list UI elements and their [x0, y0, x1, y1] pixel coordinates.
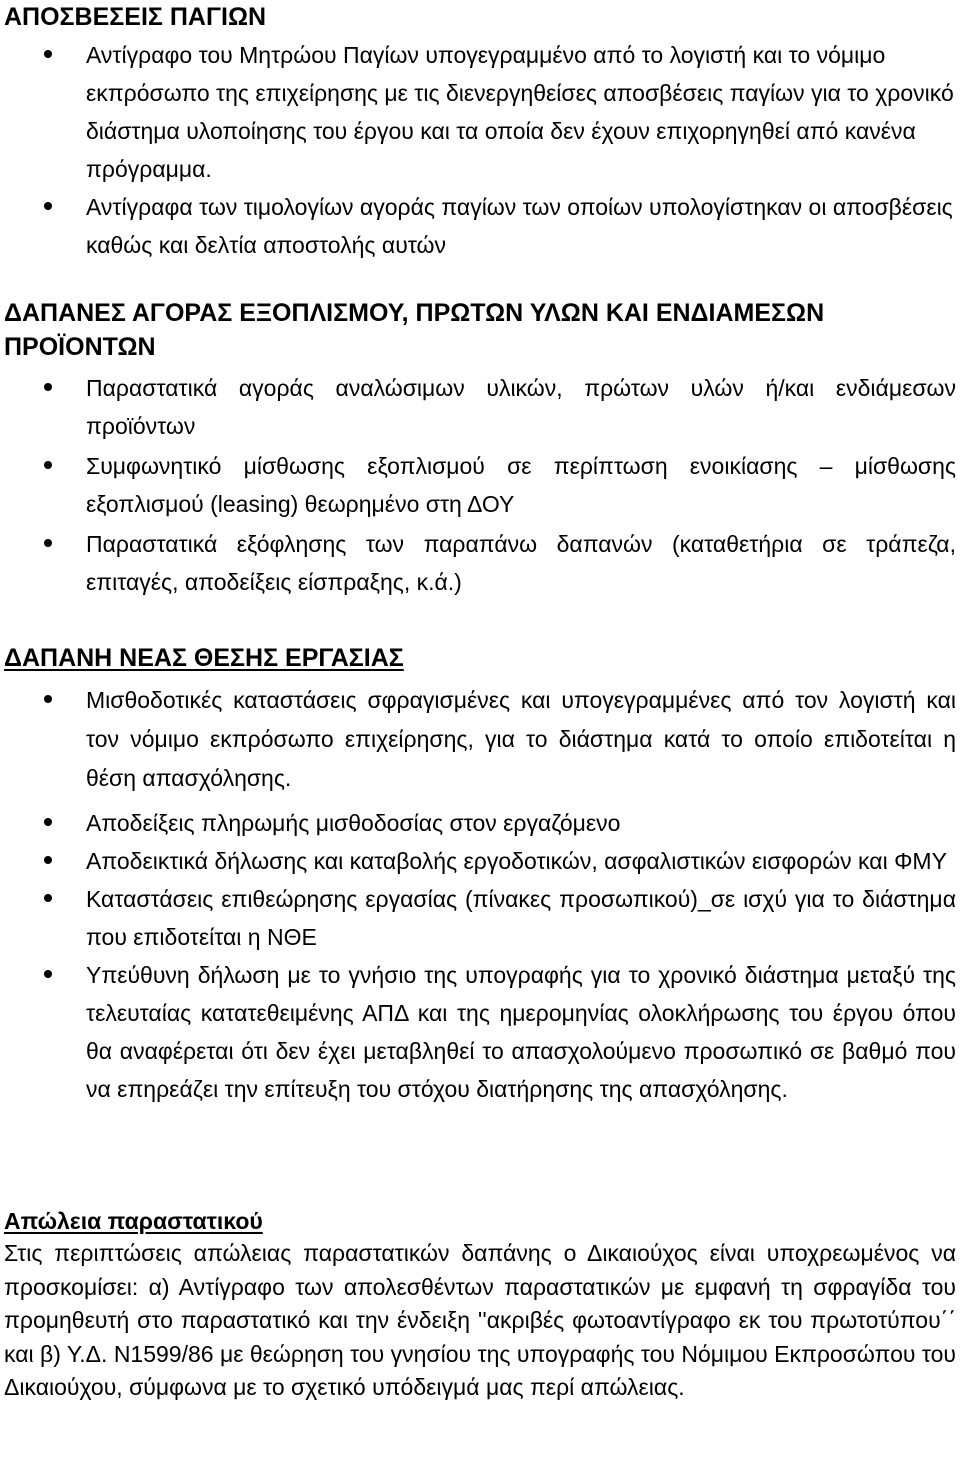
- bullet-icon: [44, 50, 52, 58]
- bullet-icon: [44, 383, 52, 391]
- list-item-text: Συμφωνητικό μίσθωσης εξοπλισμού σε περίπτωση ενοικίασης – μίσθωσης εξοπλισμού (leasing) θεωρημένο στη ΔΟΥ: [86, 453, 956, 517]
- list-item-text: Αντίγραφα των τιμολογίων αγοράς παγίων των οποίων υπολογίστηκαν οι αποσβέσεις καθώς και δελτία αποστολής αυτών: [86, 194, 953, 258]
- bullet-icon: [44, 539, 52, 547]
- bullet-icon: [44, 695, 52, 703]
- list-item: [0, 804, 960, 842]
- list-new-job: [0, 681, 960, 1108]
- list-item: [0, 369, 960, 445]
- list-item-text: Αποδεικτικά δήλωσης και καταβολής εργοδοτικών, ασφαλιστικών εισφορών και ΦΜΥ: [86, 848, 947, 874]
- list-equipment: [0, 369, 960, 601]
- list-depreciation: [0, 36, 960, 264]
- bullet-icon: [44, 856, 52, 864]
- heading-depreciation: ΑΠΟΣΒΕΣΕΙΣ ΠΑΓΙΩΝ: [4, 3, 267, 31]
- bullet-icon: [44, 818, 52, 826]
- list-item-text: Μισθοδοτικές καταστάσεις σφραγισμένες και υπογεγραμμένες από τον λογιστή και τον νόμιμο εκπρόσωπο επιχείρησης, για το διάστημα κατά το οποίο επιδοτείται η θέση απασχόλησης.: [86, 687, 956, 791]
- heading-equipment: ΔΑΠΑΝΕΣ ΑΓΟΡΑΣ ΕΞΟΠΛΙΣΜΟΥ, ΠΡΩΤΩΝ ΥΛΩΝ ΚΑΙ ΕΝΔΙΑΜΕΣΩΝ ΠΡΟΪΟΝΤΩΝ: [4, 299, 825, 361]
- heading-new-job: ΔΑΠΑΝΗ ΝΕΑΣ ΘΕΣΗΣ ΕΡΓΑΣΙΑΣ: [4, 644, 404, 672]
- bullet-icon: [44, 894, 52, 902]
- lost-document-paragraph: Στις περιπτώσεις απώλειας παραστατικών δαπάνης ο Δικαιούχος είναι υποχρεωμένος να προσκομίσει: α) Αντίγραφο των απολεσθέντων παραστατικών με εμφανή τη σφραγίδα του προμηθευτή στο παραστατικό και την ένδειξη ''ακριβές φωτοαντίγραφο εκ του πρωτοτύπου΄΄ και β) Υ.Δ. Ν1599/86 με θεώρηση του γνησίου της υπογραφής του Νόμιμου Εκπροσώπου του Δικαιούχου, σύμφωνα με το σχετικό υπόδειγμά μας περί απώλειας.: [4, 1240, 956, 1400]
- list-item-text: Αντίγραφο του Μητρώου Παγίων υπογεγραμμένο από το λογιστή και το νόμιμο εκπρόσωπο της επιχείρησης με τις διενεργηθείσες αποσβέσεις παγίων για το χρονικό διάστημα υλοποίησης του έργου και τα οποία δεν έχουν επιχορηγηθεί από κανένα πρόγραμμα.: [86, 42, 954, 182]
- heading-lost-document: Απώλεια παραστατικού: [4, 1208, 263, 1234]
- list-item-text: Καταστάσεις επιθεώρησης εργασίας (πίνακες προσωπικού)_σε ισχύ για το διάστημα που επιδοτείται η ΝΘΕ: [86, 886, 956, 950]
- list-item: [0, 681, 960, 798]
- list-item: [0, 447, 960, 523]
- list-item: [0, 956, 960, 1108]
- list-item-text: Υπεύθυνη δήλωση με το γνήσιο της υπογραφής για το χρονικό διάστημα μεταξύ της τελευταίας κατατεθειμένης ΑΠΔ και της ημερομηνίας ολοκλήρωσης του έργου όπου θα αναφέρεται ότι δεν έχει μεταβληθεί το απασχολούμενο προσωπικό σε βαθμό που να επηρεάζει την επίτευξη του στόχου διατήρησης της απασχόλησης.: [86, 962, 956, 1102]
- bullet-icon: [44, 202, 52, 210]
- list-item-text: Αποδείξεις πληρωμής μισθοδοσίας στον εργαζόμενο: [86, 810, 621, 836]
- list-item: [0, 842, 960, 880]
- bullet-icon: [44, 461, 52, 469]
- list-item: [0, 880, 960, 956]
- list-item: [0, 36, 960, 188]
- list-item: [0, 188, 960, 264]
- list-item-text: Παραστατικά εξόφλησης των παραπάνω δαπανών (καταθετήρια σε τράπεζα, επιταγές, αποδείξεις είσπραξης, κ.ά.): [86, 531, 956, 595]
- bullet-icon: [44, 970, 52, 978]
- list-item: [0, 525, 960, 601]
- list-item-text: Παραστατικά αγοράς αναλώσιμων υλικών, πρώτων υλών ή/και ενδιάμεσων προϊόντων: [86, 375, 956, 439]
